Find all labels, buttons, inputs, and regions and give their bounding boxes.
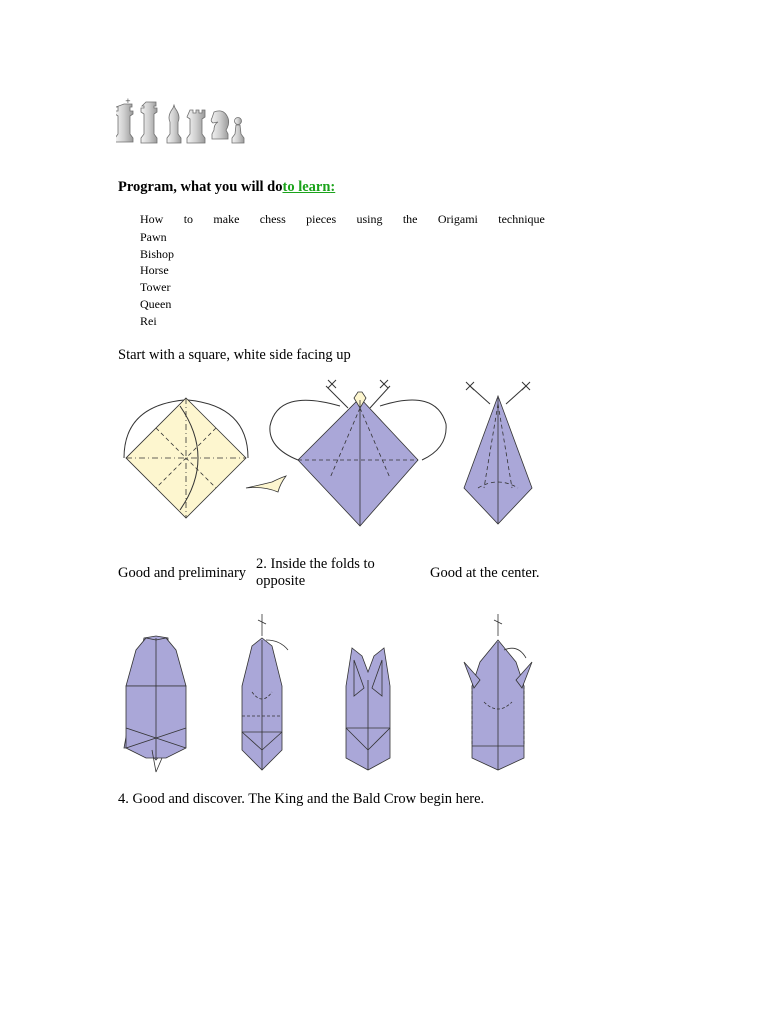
king-icon [116,97,133,142]
topic-tower: Tower [140,280,171,295]
bishop-icon [167,105,181,143]
fold-step-b-diagram [242,614,288,770]
intro-sentence [140,212,545,227]
topic-queen: Queen [140,296,172,311]
step-intro-text: Start with a square, white side facing up [118,347,351,363]
svg-text:+: + [125,97,131,105]
topic-rei: Rei [140,313,157,328]
to-learn-link[interactable]: to learn [282,179,331,195]
intro-word: using [356,212,383,226]
intro-word: pieces [306,212,337,226]
rook-icon [187,110,205,143]
knight-icon [211,111,228,139]
topic-pawn: Pawn [140,230,167,244]
intro-word: Origami [437,212,478,226]
caption-step-4: 4. Good and discover. The King and the Bald Crow begin here. [118,791,485,807]
preliminary-base-diagram [298,398,418,526]
next-step-arrow-icon [246,476,286,492]
intro-word: technique [498,212,545,226]
chess-pieces-logo [116,96,250,148]
caption-step-3: Good at the center. [430,565,540,581]
program-heading [118,179,335,196]
pawn-icon [232,118,244,144]
intro-word: make [213,212,240,226]
queen-icon [141,102,157,143]
intro-word: to [183,212,194,226]
folding-diagram-row-1 [118,378,550,528]
fold-step-d-diagram [464,614,532,770]
fold-step-c-diagram [346,648,390,770]
caption-step-2: 2. Inside the folds to opposite [256,556,375,589]
topic-list [140,229,174,329]
program-heading-text: Program, what you will do [118,179,283,195]
topic-bishop: Bishop [140,246,175,261]
program-heading-colon: : [330,179,336,195]
fold-step-a-diagram [124,636,186,772]
folding-diagram-row-2 [118,610,538,778]
topic-horse: Horse [140,263,169,278]
caption-step-1: Good and preliminary [118,565,247,581]
intro-word: How [140,212,164,226]
intro-word: chess [259,212,286,226]
intro-word: the [402,212,418,226]
